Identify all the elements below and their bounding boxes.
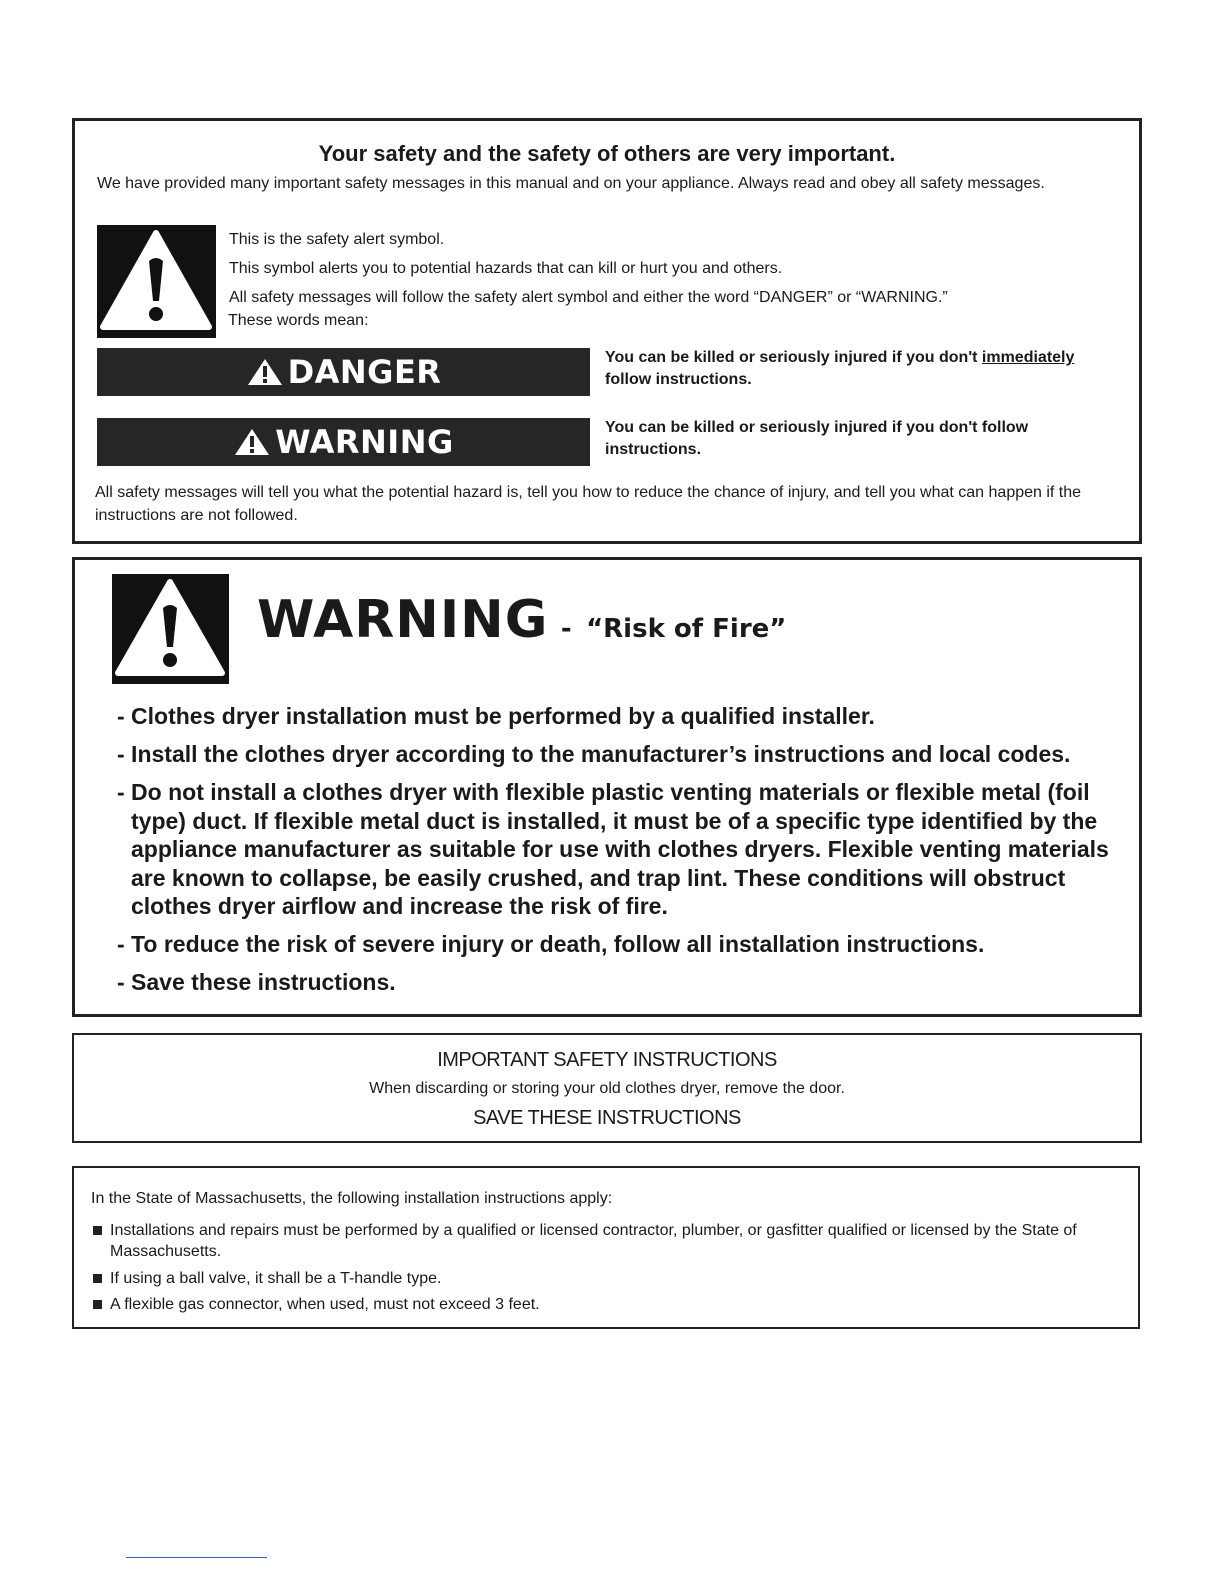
danger-label: DANGER — [287, 353, 442, 391]
warning-alert-icon — [233, 427, 271, 457]
save-instructions-label: SAVE THESE INSTRUCTIONS — [473, 1107, 741, 1129]
fire-warning-item: - To reduce the risk of severe injury or death, follow all installation instructions. — [117, 931, 985, 957]
intro-footer-text: All safety messages will tell you what the potential hazard is, tell you how to reduce the chance of injury, and tell you what can happen if the instructions are not followed. — [95, 484, 1082, 524]
intro-text: We have provided many important safety messages in this manual and on your appliance. Always read and obey all safety messages. — [97, 175, 1045, 192]
square-bullet-icon — [93, 1274, 102, 1283]
square-bullet-icon — [93, 1300, 102, 1309]
danger-message-part2: follow instructions. — [605, 371, 752, 388]
important-text: When discarding or storing your old clothes dryer, remove the door. — [369, 1080, 845, 1097]
warning-signal-bar — [97, 418, 590, 466]
list-item-text: Installations and repairs must be performed by a qualified or licensed contractor, plumber, or gasfitter qualified or licensed by the State of Massachusetts. — [110, 1222, 1077, 1260]
list-item-text: If using a ball valve, it shall be a T-handle type. — [110, 1269, 442, 1287]
warning-message: You can be killed or seriously injured if you don't follow instructions. — [605, 419, 1029, 458]
fire-warning-subheading: “Risk of Fire” — [586, 614, 787, 644]
fire-warning-item: - Save these instructions. — [117, 969, 396, 995]
fire-warning-item: - Install the clothes dryer according to the manufacturer’s instructions and local codes. — [117, 741, 1071, 767]
fire-warning-heading — [257, 590, 786, 650]
alert-line: This symbol alerts you to potential hazards that can kill or hurt you and others. — [229, 260, 783, 277]
fire-warning-box — [72, 557, 1142, 1017]
alert-line: These words mean: — [228, 312, 369, 329]
massachusetts-list — [91, 1220, 1108, 1321]
alert-line: All safety messages will follow the safety alert symbol and either the word “DANGER” or “WARNING.” — [229, 289, 948, 306]
list-item — [91, 1294, 1108, 1315]
list-item — [91, 1268, 1108, 1289]
footer-rule — [126, 1557, 267, 1558]
fire-warning-dash: - — [560, 614, 572, 644]
safety-alert-symbol-icon — [97, 225, 216, 338]
danger-alert-icon — [246, 357, 284, 387]
fire-warning-list — [117, 702, 1119, 1006]
important-safety-box — [72, 1033, 1142, 1143]
intro-title: Your safety and the safety of others are very important. — [318, 141, 896, 166]
fire-warning-word: WARNING — [257, 590, 549, 650]
safety-intro-box — [72, 118, 1142, 544]
important-title: IMPORTANT SAFETY INSTRUCTIONS — [437, 1049, 777, 1071]
square-bullet-icon — [93, 1226, 102, 1235]
danger-message-emphasis: immediately — [981, 349, 1075, 366]
danger-message-part1: You can be killed or seriously injured if you don't — [605, 349, 982, 366]
list-item — [91, 1220, 1108, 1262]
warning-label: WARNING — [275, 423, 454, 461]
list-item-text: A flexible gas connector, when used, must not exceed 3 feet. — [110, 1296, 540, 1313]
fire-warning-item: - Clothes dryer installation must be performed by a qualified installer. — [117, 703, 875, 729]
danger-signal-bar — [97, 348, 590, 396]
safety-alert-symbol-icon — [112, 574, 229, 684]
massachusetts-box — [72, 1166, 1140, 1329]
fire-warning-item: - Do not install a clothes dryer with flexible plastic venting materials or flexible metal (foil type) duct. If flexible metal duct is installed, it must be of a specific type identified by the appliance manufacturer as suitable for use with clothes dryers. Flexible venting materials are known to collapse, be easily crushed, and trap lint. These conditions will obstruct clothes dryer airflow and increase the risk of fire. — [117, 779, 1109, 919]
alert-line: This is the safety alert symbol. — [229, 231, 445, 248]
massachusetts-intro: In the State of Massachusetts, the following installation instructions apply: — [91, 1190, 613, 1207]
danger-message — [605, 347, 1125, 391]
